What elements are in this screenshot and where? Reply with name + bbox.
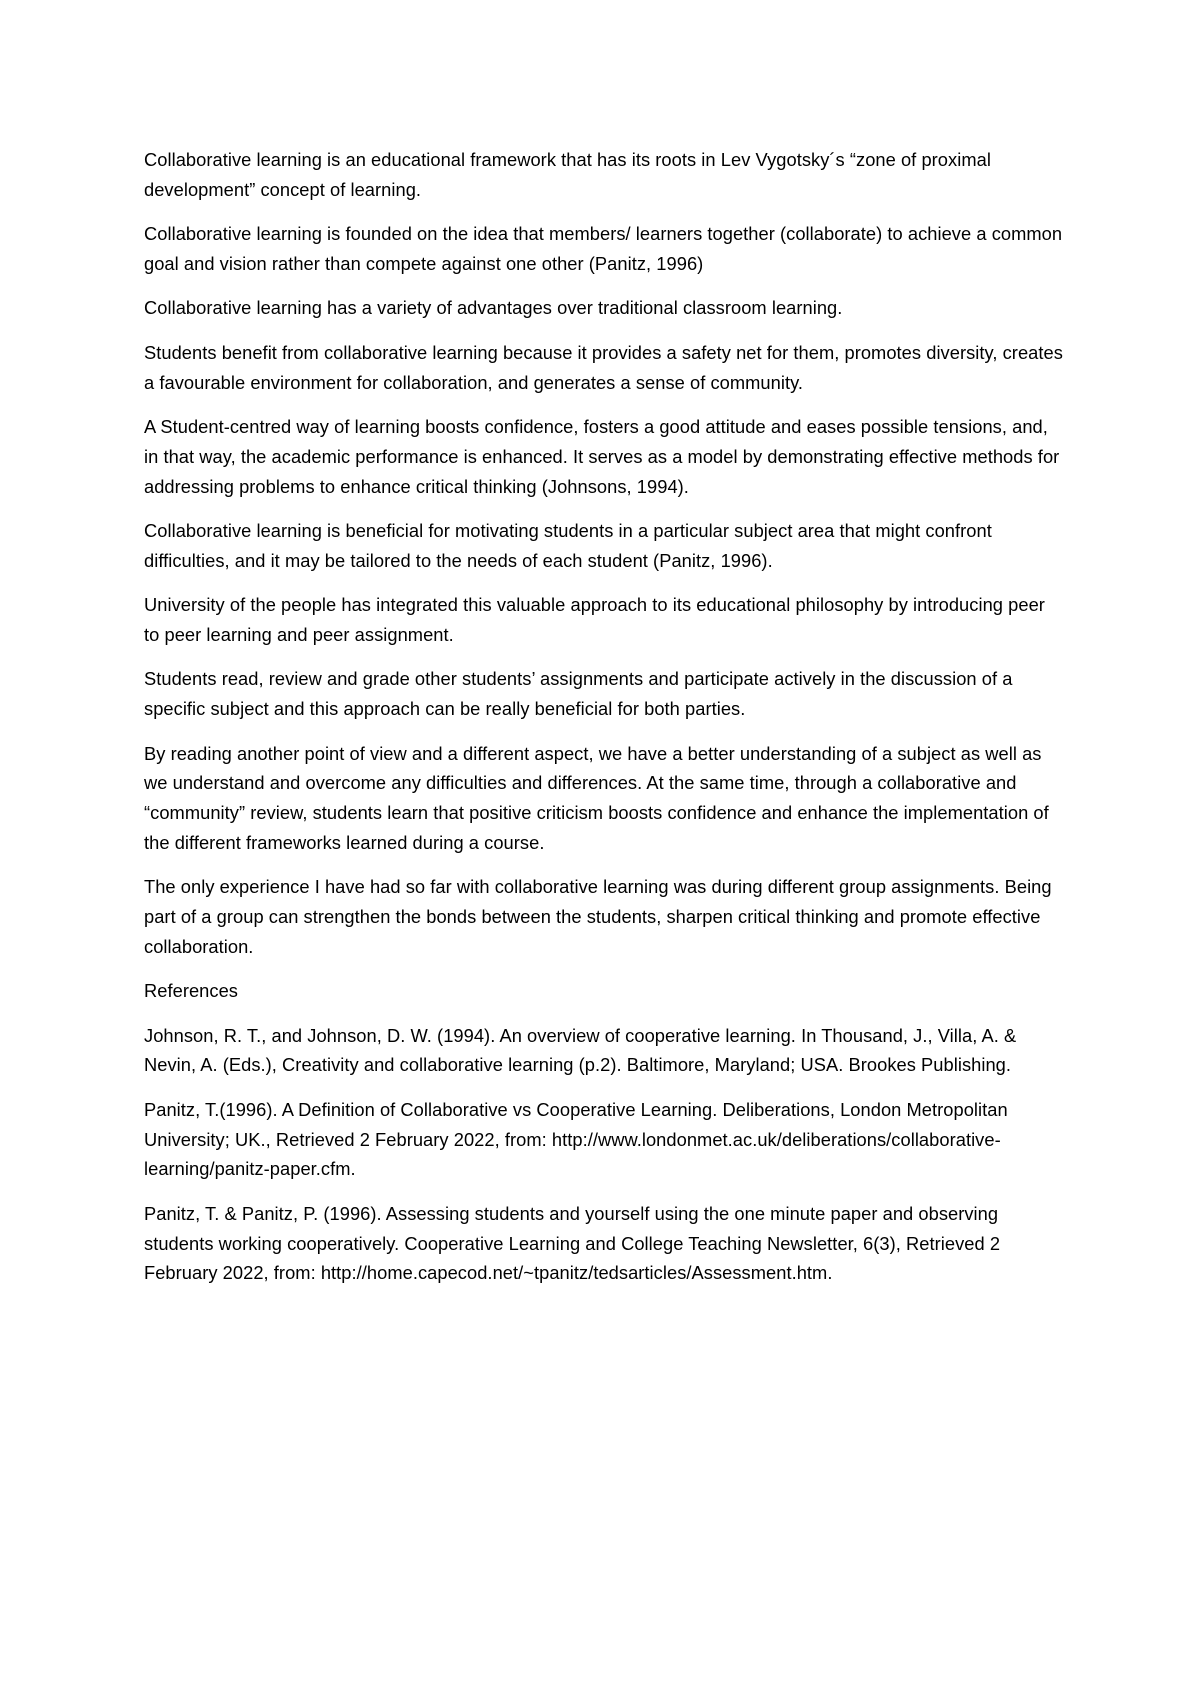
paragraph: University of the people has integrated this valuable approach to its educational philosophy by introducing peer to peer learning and peer assignment. (144, 594, 1045, 645)
paragraph: Collaborative learning is founded on the idea that members/ learners together (collaborate) to achieve a common goal and vision rather than compete against one other (Panitz, 1996) (144, 223, 1063, 274)
references-heading: References (144, 980, 238, 1002)
reference-entry: Panitz, T. & Panitz, P. (1996). Assessing students and yourself using the one minute paper and observing students working cooperatively. Cooperative Learning and College Teaching Newsletter, 6(3), Retrieved 2 February 2022, from: http://home.capecod.net/~tpanitz/tedsarticles/Assessment.htm. (144, 1202, 1001, 1284)
paragraph: By reading another point of view and a different aspect, we have a better understanding of a subject as well as we understand and overcome any difficulties and differences. At the same time, through a collaborative and “community” review, students learn that positive criticism boosts confidence and enhance the implementation of the different frameworks learned during a course. (144, 742, 1049, 853)
document-body (144, 145, 1064, 1303)
paragraph: Collaborative learning is an educational framework that has its roots in Lev Vygotsky´s “zone of proximal development” concept of learning. (144, 149, 991, 200)
reference-entry: Panitz, T.(1996). A Definition of Collaborative vs Cooperative Learning. Deliberations, London Metropolitan University; UK., Retrieved 2 February 2022, from: http://www.londonmet.ac.uk/deliberations/collaborative-learning/panitz-paper.cfm. (144, 1098, 1008, 1180)
paragraph: Students read, review and grade other students’ assignments and participate actively in the discussion of a specific subject and this approach can be really beneficial for both parties. (144, 668, 1013, 720)
paragraph: A Student-centred way of learning boosts confidence, fosters a good attitude and eases possible tensions, and, in that way, the academic performance is enhanced. It serves as a model by demonstrating effective methods for addressing problems to enhance critical thinking (Johnsons, 1994). (144, 415, 1060, 497)
reference-entry: Johnson, R. T., and Johnson, D. W. (1994). An overview of cooperative learning. In Thousand, J., Villa, A. & Nevin, A. (Eds.), Creativity and collaborative learning (p.2). Baltimore, Maryland; USA. Brookes Publishing. (144, 1024, 1017, 1076)
paragraph: Collaborative learning has a variety of advantages over traditional classroom learning. (144, 297, 843, 319)
paragraph: Collaborative learning is beneficial for motivating students in a particular subject area that might confront difficulties, and it may be tailored to the needs of each student (Panitz, 1996). (144, 519, 992, 571)
paragraph: The only experience I have had so far with collaborative learning was during different group assignments. Being part of a group can strengthen the bonds between the students, sharpen critical thinking and promote effective collaboration. (144, 876, 1052, 957)
paragraph: Students benefit from collaborative learning because it provides a safety net for them, promotes diversity, creates a favourable environment for collaboration, and generates a sense of community. (144, 341, 1063, 393)
references-list (144, 1021, 1064, 1289)
